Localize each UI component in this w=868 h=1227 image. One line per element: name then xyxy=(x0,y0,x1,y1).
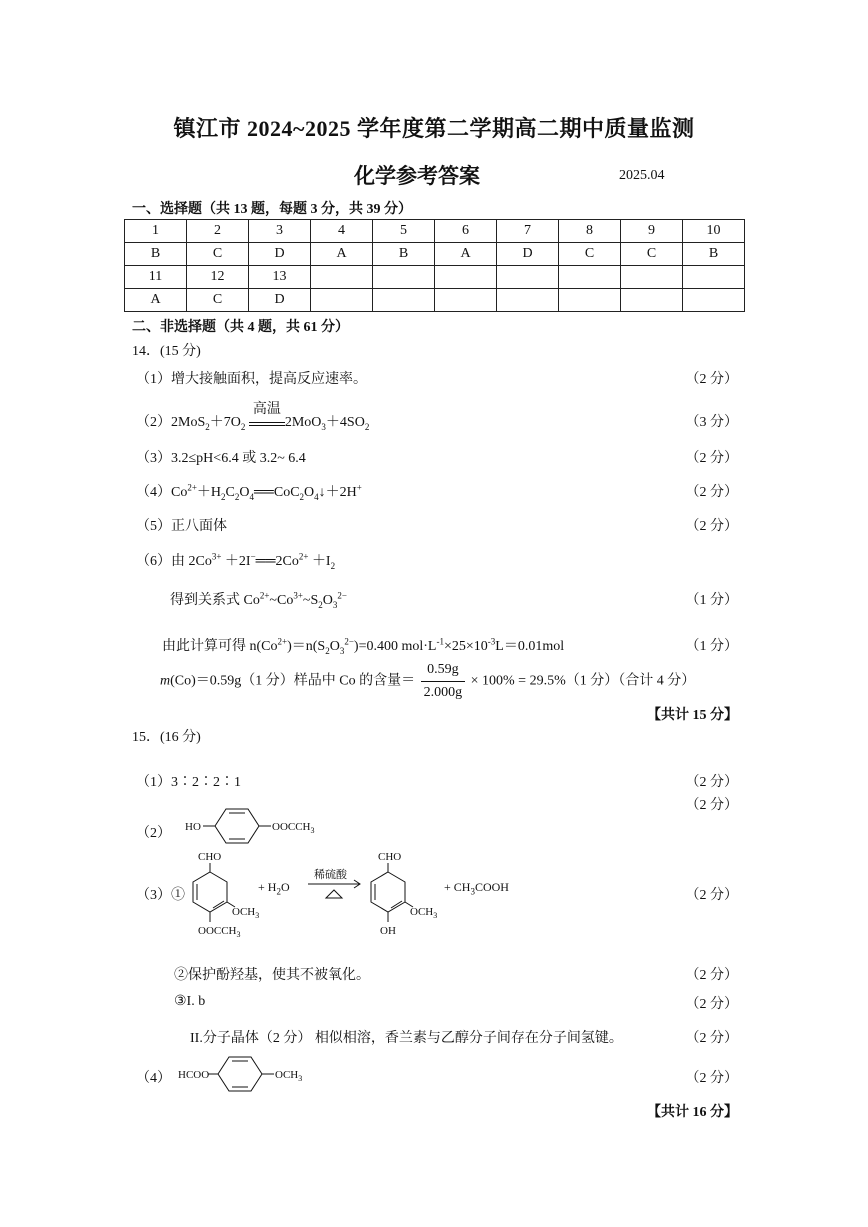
table-cell: C xyxy=(621,243,683,266)
q15-answer-3d: II.分子晶体（2 分） 相似相溶，香兰素与乙醇分子间存在分子间氢键。 xyxy=(190,1031,623,1046)
table-cell xyxy=(621,289,683,312)
table-cell: 11 xyxy=(125,266,187,289)
table-cell: 9 xyxy=(621,220,683,243)
q14-score-2: （3 分） xyxy=(685,415,738,430)
q14-score-6b: （1 分） xyxy=(685,593,738,608)
table-cell: C xyxy=(559,243,621,266)
svg-text:CHO: CHO xyxy=(198,851,222,863)
table-cell: 3 xyxy=(249,220,311,243)
table-cell: B xyxy=(373,243,435,266)
svg-text:HCOO: HCOO xyxy=(178,1069,210,1081)
table-cell xyxy=(559,289,621,312)
q15-answer-3c: ③I. b xyxy=(174,994,206,1009)
svg-text:OOCCH3: $OOCCH_3$ xyxy=(198,925,241,939)
table-cell xyxy=(621,266,683,289)
structure-vanillin xyxy=(358,846,458,942)
table-row xyxy=(125,243,745,266)
table-cell: 8 xyxy=(559,220,621,243)
q14-label: 14．(15 分) xyxy=(132,344,201,359)
table-cell: 5 xyxy=(373,220,435,243)
page-title: 镇江市 2024~2025 学年度第二学期高二期中质量监测 xyxy=(173,116,695,141)
table-cell: 13 xyxy=(249,266,311,289)
answer-table xyxy=(124,219,745,312)
q15-label: 15．(16 分) xyxy=(132,730,201,745)
table-cell: 7 xyxy=(497,220,559,243)
q15-score-3c: （2 分） xyxy=(685,997,738,1012)
q15-answer-2: （2） xyxy=(136,826,171,841)
q14-score-3: （2 分） xyxy=(685,451,738,466)
q14-answer-2: $(2)2MoS_2+7O_2$ 高温 $2MoO_3+4SO_2$ xyxy=(136,402,370,432)
q14-answer-4: $(4)Co^{2+}+H_2C_2O_4══CoC_2O_4↓+2H^+$ xyxy=(136,482,362,502)
table-cell: 1 xyxy=(125,220,187,243)
q15-total: 【共计 16 分】 xyxy=(647,1105,738,1120)
q15-score-3d: （2 分） xyxy=(685,1031,738,1046)
structure-methoxyphenyl-formate xyxy=(178,1054,318,1094)
table-row xyxy=(125,266,745,289)
reaction-arrow-icon xyxy=(306,868,362,904)
table-cell xyxy=(683,289,745,312)
table-cell: A xyxy=(311,243,373,266)
q15-answer-4: （4） xyxy=(136,1071,171,1086)
table-cell xyxy=(373,266,435,289)
section2-heading: 二、非选择题（共 4 题，共 61 分） xyxy=(132,320,349,335)
table-cell: B xyxy=(125,243,187,266)
q14-score-1: （2 分） xyxy=(685,372,738,387)
q15-answer-3b: ②保护酚羟基，使其不被氧化。 xyxy=(174,968,370,983)
q14-answer-6b: 得到关系式 $Co^{2+}\sim Co^{3+}\sim S_2O_3^{2-}$ xyxy=(170,590,347,610)
table-cell: 2 xyxy=(187,220,249,243)
plus-acetic-acid: + $CH_3COOH$ xyxy=(444,880,509,897)
svg-text:稀硫酸: 稀硫酸 xyxy=(314,869,347,881)
q14-answer-6a: （6）由 $2Co^{3+}$ $+2I^-══2Co^{2+} +I_2$ xyxy=(136,551,336,571)
table-cell xyxy=(683,266,745,289)
table-cell: C xyxy=(187,289,249,312)
plus-water: + $H_2O$ xyxy=(258,880,290,897)
table-cell: 10 xyxy=(683,220,745,243)
table-cell: B xyxy=(683,243,745,266)
q14-answer-5: （5）正八面体 xyxy=(136,519,227,534)
table-cell: C xyxy=(187,243,249,266)
table-row xyxy=(125,220,745,243)
exam-date: 2025.04 xyxy=(619,168,665,183)
fraction: $\frac{0.59g}{2.000g}$ xyxy=(421,662,465,701)
table-cell: A xyxy=(125,289,187,312)
table-cell xyxy=(311,266,373,289)
section1-heading: 一、选择题（共 13 题，每题 3 分，共 39 分） xyxy=(132,202,412,217)
svg-text:OOCCH3: $OOCCH_3$ xyxy=(272,821,315,835)
svg-text:HO: HO xyxy=(185,821,201,833)
table-row xyxy=(125,289,745,312)
svg-text:OCH3: $OCH_3$ xyxy=(275,1069,303,1083)
q14-answer-6c: 由此计算可得 $n(Co^{2+})=n(S_2O_3^{2-})=0.400$ $mol\cdot L^{-1}\times 25\times 10^{-3}L=0.01mol$ xyxy=(162,636,565,656)
q15-score-4: （2 分） xyxy=(685,1071,738,1086)
structure-reactant xyxy=(180,846,270,942)
q14-score-4: （2 分） xyxy=(685,485,738,500)
table-cell: D xyxy=(497,243,559,266)
table-cell xyxy=(435,289,497,312)
q14-answer-6d: m(Co)＝0.59g（1 分）样品中 Co 的含量＝ $\frac{0.59g}{2.000g}$ × 100% = 29.5%（1 分）（合计 4 分） xyxy=(160,662,696,700)
q14-score-6c: （1 分） xyxy=(685,639,738,654)
q15-answer-3: （3）① xyxy=(136,888,185,903)
q15-answer-1: （1）3∶2∶2∶1 xyxy=(136,775,241,790)
q14-answer-3: （3）3.2≤pH<6.4 或 3.2~ 6.4 xyxy=(136,451,306,466)
page-subtitle: 化学参考答案 xyxy=(354,164,480,188)
q15-score-1: （2 分） xyxy=(685,775,738,790)
table-cell: D xyxy=(249,243,311,266)
q14-answer-1: （1）增大接触面积，提高反应速率。 xyxy=(136,372,367,387)
table-cell: D xyxy=(249,289,311,312)
q15-score-3: （2 分） xyxy=(685,888,738,903)
svg-text:OCH3: $OCH_3$ xyxy=(232,906,260,920)
table-cell xyxy=(435,266,497,289)
table-cell xyxy=(497,289,559,312)
table-cell: 4 xyxy=(311,220,373,243)
q15-score-2: （2 分） xyxy=(685,798,738,813)
q14-score-5: （2 分） xyxy=(685,519,738,534)
table-cell xyxy=(373,289,435,312)
q15-score-3b: （2 分） xyxy=(685,968,738,983)
svg-text:OH: OH xyxy=(380,925,396,937)
table-cell xyxy=(311,289,373,312)
svg-text:CHO: CHO xyxy=(378,851,402,863)
svg-text:OCH3: $OCH_3$ xyxy=(410,906,438,920)
table-cell xyxy=(497,266,559,289)
table-cell: 12 xyxy=(187,266,249,289)
table-cell: 6 xyxy=(435,220,497,243)
table-cell xyxy=(559,266,621,289)
q14-total: 【共计 15 分】 xyxy=(647,708,738,723)
table-cell: A xyxy=(435,243,497,266)
structure-hydroxyphenyl-acetate xyxy=(185,806,325,846)
